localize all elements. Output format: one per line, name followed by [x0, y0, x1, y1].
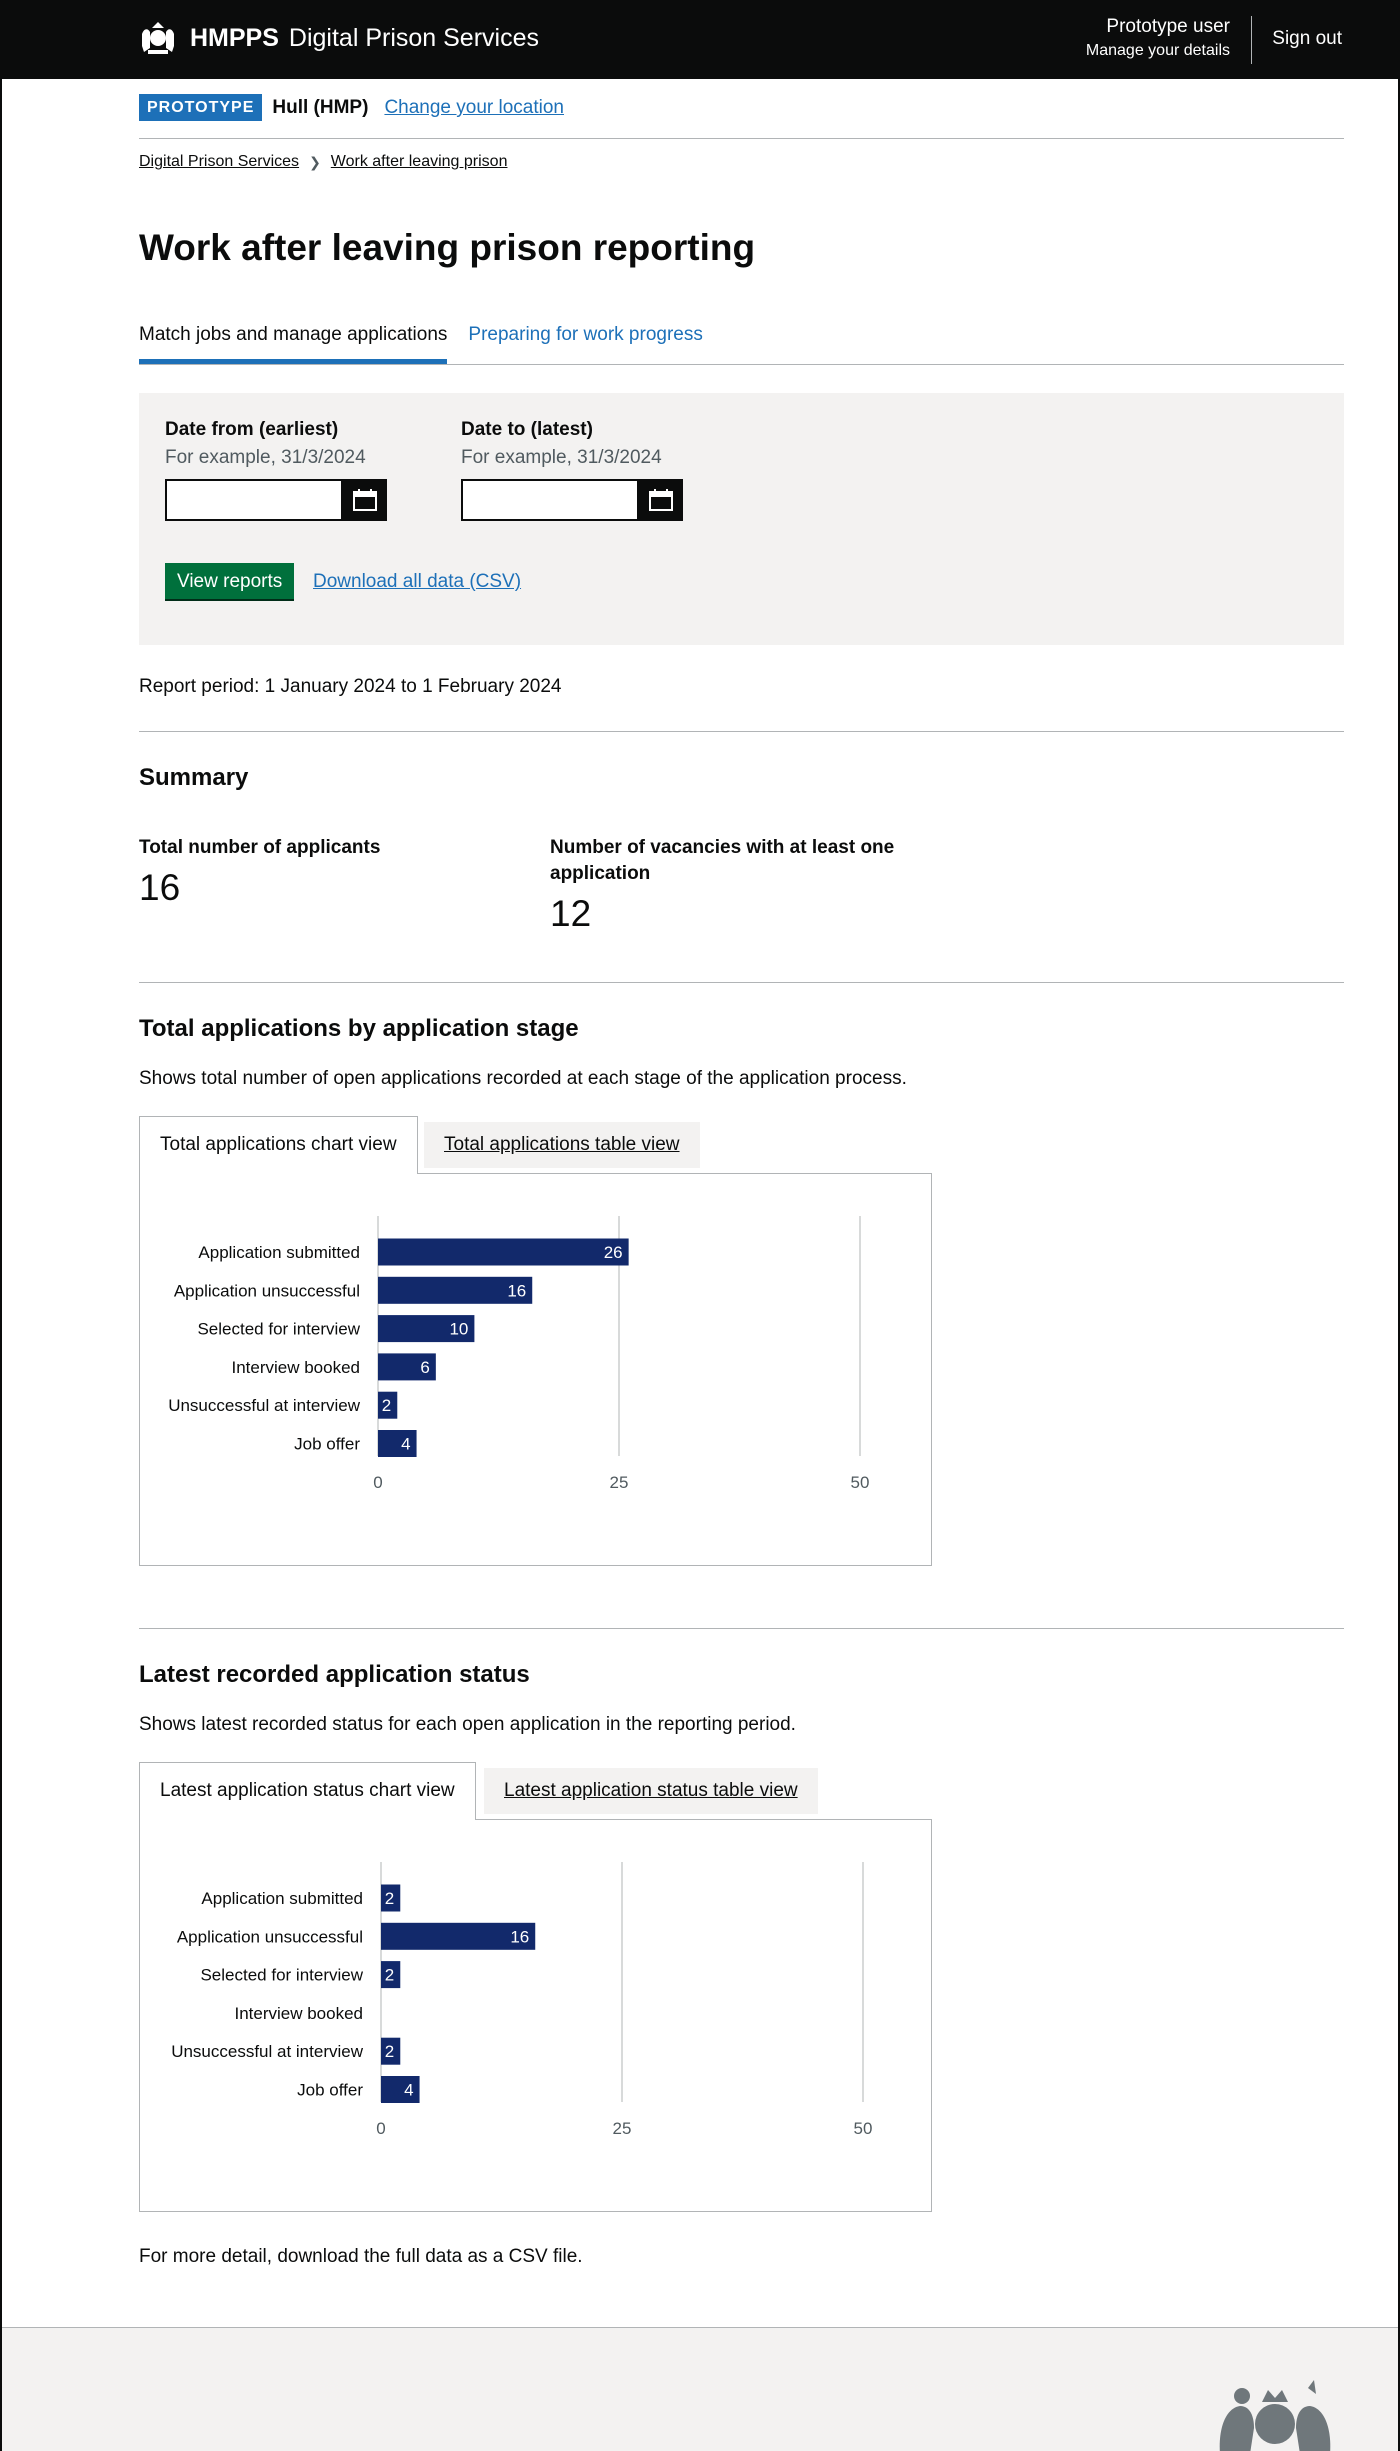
- tab-match-jobs[interactable]: Match jobs and manage applications: [139, 324, 447, 364]
- chevron-right-icon: ❯: [309, 153, 321, 170]
- tab-latest-table[interactable]: Latest application status table view: [484, 1768, 818, 1814]
- header-divider: [1251, 16, 1252, 64]
- user-name: Prototype user: [1106, 16, 1230, 37]
- bar-value-label: 2: [384, 2042, 395, 2062]
- x-tick-label: 0: [373, 1473, 383, 1492]
- tab-list: [139, 1762, 932, 1819]
- latest-status-chart: [140, 1820, 931, 2211]
- tab-list: [139, 1116, 932, 1173]
- bar-value-label: 16: [510, 1927, 530, 1947]
- date-to-input[interactable]: [461, 479, 639, 521]
- bar-value-label: 16: [507, 1281, 527, 1301]
- date-to-label: Date to (latest): [461, 419, 593, 440]
- bar-value-label: 2: [384, 1889, 395, 1908]
- date-to-input-group: [461, 479, 683, 521]
- vacancies-value: 12: [550, 893, 592, 934]
- category-label: Application unsuccessful: [176, 1927, 363, 1947]
- latest-status-heading: Latest recorded application status: [139, 1661, 530, 1688]
- tab-total-table[interactable]: Total applications table view: [424, 1122, 700, 1168]
- total-applications-tabs: [139, 1116, 932, 1492]
- applicants-label: Total number of applicants: [139, 837, 381, 858]
- stat-vacancies: [550, 835, 894, 935]
- bar: [378, 1239, 629, 1266]
- report-period: Report period: 1 January 2024 to 1 February 2024: [139, 676, 562, 697]
- latest-status-desc: Shows latest recorded status for each open application in the reporting period.: [139, 1714, 796, 1735]
- bar-value-label: 4: [401, 1434, 411, 1454]
- bar-value-label: 10: [449, 1319, 469, 1339]
- brand-name: HMPPS: [190, 23, 279, 52]
- bar-value-label: 2: [381, 1396, 392, 1416]
- section-divider: [139, 1628, 1344, 1629]
- section-divider: [139, 982, 1344, 983]
- category-label: Selected for interview: [200, 1965, 363, 1985]
- change-location-link[interactable]: Change your location: [384, 97, 565, 118]
- bar: [381, 2076, 420, 2103]
- x-tick-label: 50: [853, 2119, 873, 2138]
- date-filter-panel: [139, 393, 1344, 645]
- date-from-hint: For example, 31/3/2024: [165, 447, 366, 468]
- vacancies-label-line2: application: [550, 863, 651, 884]
- category-label: Unsuccessful at interview: [171, 2042, 363, 2062]
- tab-preparing-for-work[interactable]: Preparing for work progress: [468, 324, 703, 345]
- bar-value-label: 4: [404, 2080, 414, 2100]
- x-tick-label: 0: [376, 2119, 386, 2138]
- category-label: Unsuccessful at interview: [168, 1396, 360, 1416]
- category-label: Application submitted: [201, 1889, 363, 1908]
- footer-note: For more detail, download the full data as a CSV file.: [139, 2246, 583, 2267]
- category-label: Interview booked: [234, 2003, 363, 2023]
- tab-total-chart[interactable]: Total applications chart view: [139, 1116, 418, 1174]
- location-name: Hull (HMP): [272, 97, 369, 118]
- total-applications-panel: [139, 1173, 932, 1566]
- date-from-input[interactable]: [165, 479, 343, 521]
- category-label: Interview booked: [231, 1357, 360, 1377]
- date-to-hint: For example, 31/3/2024: [461, 447, 662, 468]
- x-tick-label: 50: [850, 1473, 870, 1492]
- applicants-value: 16: [139, 867, 181, 908]
- bar-value-label: 6: [420, 1357, 430, 1377]
- view-reports-button[interactable]: View reports: [165, 563, 294, 599]
- report-tabs: [139, 324, 1344, 365]
- header-brand[interactable]: [138, 20, 539, 56]
- service-name: Digital Prison Services: [288, 23, 539, 52]
- latest-status-panel: [139, 1819, 932, 2212]
- x-tick-label: 25: [612, 2119, 632, 2138]
- total-applications-heading: Total applications by application stage: [139, 1015, 579, 1042]
- crest-icon: [138, 20, 178, 56]
- manage-details-link[interactable]: Manage your details: [1085, 42, 1230, 59]
- bar-value-label: 2: [384, 1965, 395, 1985]
- download-csv-link[interactable]: Download all data (CSV): [313, 571, 522, 592]
- total-applications-desc: Shows total number of open applications recorded at each stage of the application process.: [139, 1068, 907, 1089]
- category-label: Application submitted: [198, 1243, 360, 1262]
- site-footer: [2, 2327, 1398, 2451]
- category-label: Application unsuccessful: [173, 1281, 360, 1301]
- section-divider: [139, 731, 1344, 732]
- user-menu: [1086, 16, 1230, 60]
- vacancies-label-line1: Number of vacancies with at least one: [550, 837, 895, 858]
- summary-heading: Summary: [139, 764, 249, 791]
- category-label: Job offer: [294, 1434, 360, 1454]
- prototype-tag: PROTOTYPE: [139, 94, 262, 121]
- category-label: Selected for interview: [197, 1319, 360, 1339]
- date-to-field: [461, 419, 683, 521]
- site-header: [2, 2, 1398, 79]
- date-from-input-group: [165, 479, 387, 521]
- calendar-icon[interactable]: [639, 479, 683, 521]
- tab-latest-chart[interactable]: Latest application status chart view: [139, 1762, 476, 1820]
- bar-value-label: 26: [603, 1243, 623, 1262]
- stat-applicants: [139, 835, 380, 909]
- location-bar: [139, 94, 1344, 139]
- page-title: Work after leaving prison reporting: [139, 227, 756, 268]
- category-label: Job offer: [297, 2080, 363, 2100]
- calendar-icon[interactable]: [343, 479, 387, 521]
- latest-status-tabs: [139, 1762, 932, 2138]
- royal-coat-of-arms-icon: [1210, 2368, 1340, 2451]
- sign-out-link[interactable]: Sign out: [1272, 28, 1342, 49]
- breadcrumb-link-work[interactable]: Work after leaving prison: [330, 153, 508, 170]
- breadcrumb: [139, 153, 507, 171]
- date-from-label: Date from (earliest): [165, 419, 339, 440]
- date-from-field: [165, 419, 387, 521]
- x-tick-label: 25: [609, 1473, 629, 1492]
- total-applications-chart: [140, 1174, 931, 1565]
- bar: [378, 1430, 417, 1457]
- breadcrumb-link-dps[interactable]: Digital Prison Services: [139, 153, 300, 170]
